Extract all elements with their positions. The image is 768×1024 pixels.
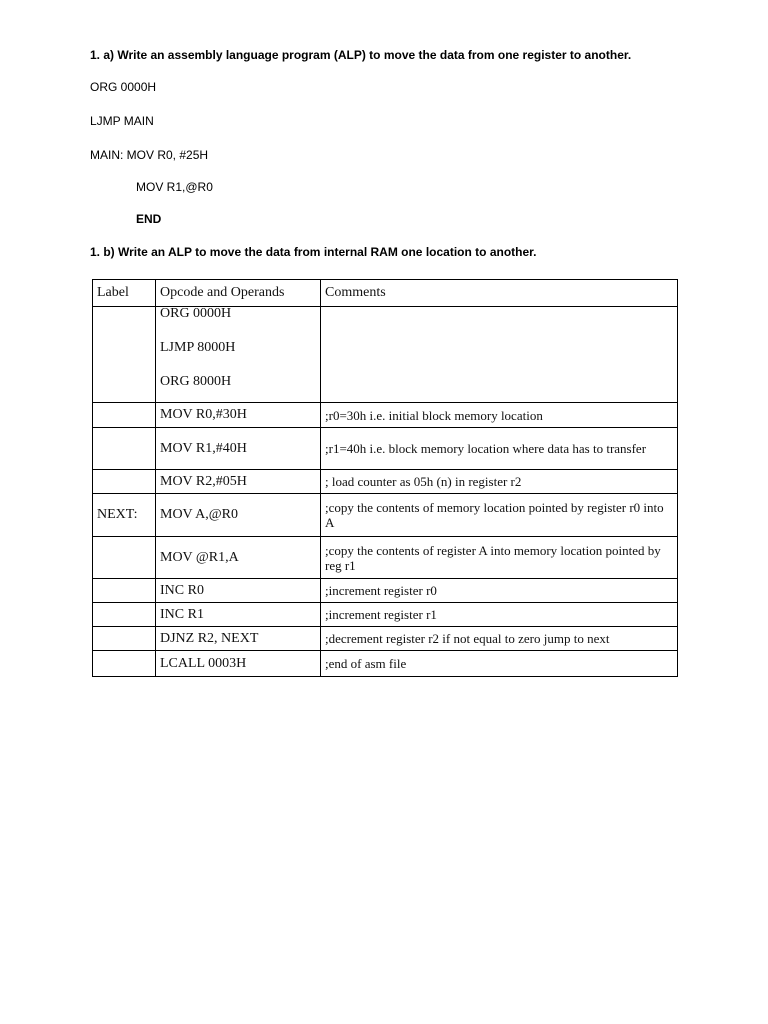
comment-cell: ;end of asm file	[321, 651, 678, 677]
header-opcode: Opcode and Operands	[156, 280, 321, 307]
comment-cell: ;increment register r1	[321, 603, 678, 627]
table-row	[93, 627, 678, 651]
opcode-cell: MOV A,@R0	[156, 494, 321, 537]
table-row	[93, 579, 678, 603]
opcode-line: ORG 0000H	[160, 306, 232, 321]
table-row	[93, 537, 678, 579]
table-row	[93, 428, 678, 470]
table-header-row	[93, 280, 678, 307]
code-line: END	[136, 212, 162, 226]
section-a-heading: 1. a) Write an assembly language program (ALP) to move the data from one register to another.	[90, 48, 632, 62]
header-comments: Comments	[321, 280, 678, 307]
code-line: ORG 0000H	[90, 80, 157, 94]
header-label: Label	[93, 280, 156, 307]
label-cell	[93, 470, 156, 494]
label-cell: NEXT:	[93, 494, 156, 537]
opcode-cell: DJNZ R2, NEXT	[156, 627, 321, 651]
label-cell	[93, 537, 156, 579]
table-row	[93, 603, 678, 627]
label-cell	[93, 651, 156, 677]
opcode-cell: MOV R1,#40H	[156, 428, 321, 470]
opcode-cell: INC R1	[156, 603, 321, 627]
label-cell	[93, 428, 156, 470]
opcode-cell: INC R0	[156, 579, 321, 603]
table-row	[93, 651, 678, 677]
comment-cell	[321, 307, 678, 403]
opcode-line: LJMP 8000H	[160, 340, 236, 355]
code-line: LJMP MAIN	[90, 114, 154, 128]
label-cell	[93, 603, 156, 627]
label-cell	[93, 579, 156, 603]
comment-cell: ;decrement register r2 if not equal to zero jump to next	[321, 627, 678, 651]
code-line: MAIN: MOV R0, #25H	[90, 148, 209, 162]
opcode-cell: LCALL 0003H	[156, 651, 321, 677]
table-row	[93, 494, 678, 537]
comment-cell: ;increment register r0	[321, 579, 678, 603]
program-table	[92, 279, 678, 677]
opcode-cell: MOV R0,#30H	[156, 403, 321, 428]
table-row	[93, 470, 678, 494]
table-row	[93, 307, 678, 403]
opcode-line: ORG 8000H	[160, 374, 232, 389]
comment-cell: ;r1=40h i.e. block memory location where data has to transfer	[321, 428, 678, 470]
section-b-heading: 1. b) Write an ALP to move the data from internal RAM one location to another.	[90, 245, 537, 259]
comment-cell: ;r0=30h i.e. initial block memory location	[321, 403, 678, 428]
opcode-cell: MOV R2,#05H	[156, 470, 321, 494]
label-cell	[93, 627, 156, 651]
opcode-cell	[156, 307, 321, 403]
table-row	[93, 403, 678, 428]
code-line: MOV R1,@R0	[136, 180, 213, 194]
comment-cell: ;copy the contents of memory location pointed by register r0 into A	[321, 494, 678, 537]
label-cell	[93, 307, 156, 403]
label-cell	[93, 403, 156, 428]
opcode-cell: MOV @R1,A	[156, 537, 321, 579]
comment-cell: ; load counter as 05h (n) in register r2	[321, 470, 678, 494]
comment-cell: ;copy the contents of register A into memory location pointed by reg r1	[321, 537, 678, 579]
